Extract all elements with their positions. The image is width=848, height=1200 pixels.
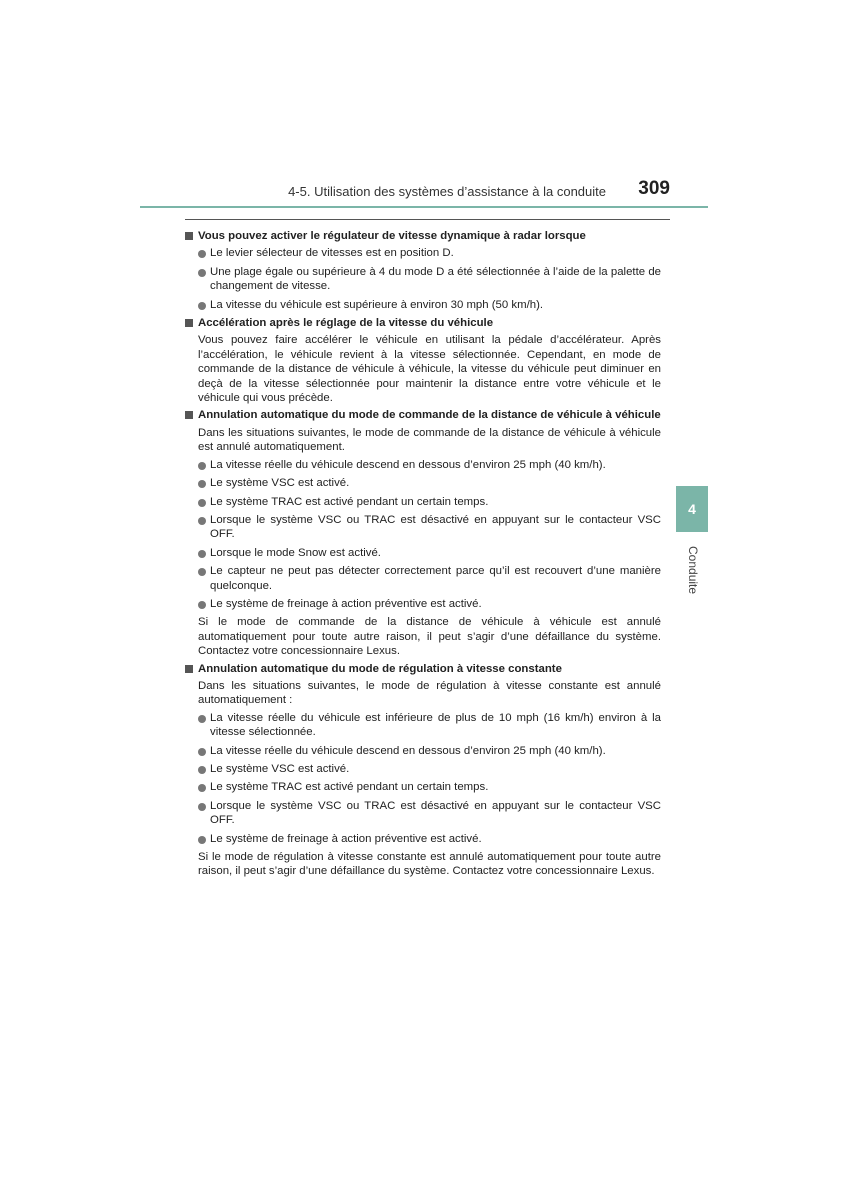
- round-bullet-icon: [198, 462, 206, 470]
- square-bullet-icon: [185, 319, 193, 327]
- section-title-text: Annulation automatique du mode de commande de la distance de véhicule à véhicule: [198, 409, 661, 422]
- page-content: [185, 226, 661, 882]
- content-divider: [185, 219, 670, 220]
- list-item-text: Lorsque le mode Snow est activé.: [210, 546, 381, 559]
- list-item: [185, 711, 661, 740]
- section-note: Si le mode de régulation à vitesse constante est annulé automatiquement pour toute autre raison, il peut s’agir d’une défaillance du système. Contactez votre concessionnaire Lexus.: [198, 851, 661, 878]
- list-item: [185, 597, 661, 611]
- chapter-tab-label: Conduite: [686, 546, 700, 595]
- list-item: [185, 564, 661, 593]
- round-bullet-icon: [198, 269, 206, 277]
- list-item: [185, 780, 661, 794]
- list-item: [185, 495, 661, 509]
- list-item-text: Le système VSC est activé.: [210, 763, 350, 775]
- list-item-text: Une plage égale ou supérieure à 4 du mode D a été sélectionnée à l’aide de la palette de changement de vitesse.: [210, 265, 661, 293]
- section-title-text: Vous pouvez activer le régulateur de vitesse dynamique à radar lorsque: [198, 230, 586, 242]
- chapter-title: 4-5. Utilisation des systèmes d’assistance à la conduite: [288, 184, 606, 199]
- list-item-text: La vitesse réelle du véhicule est inférieure de plus de 10 mph (16 km/h) environ à la vitesse sélectionnée.: [210, 711, 661, 739]
- round-bullet-icon: [198, 480, 206, 488]
- section-title: [185, 229, 661, 243]
- page-number: 309: [638, 178, 670, 199]
- list-item-text: Le système TRAC est activé pendant un certain temps.: [210, 781, 489, 794]
- round-bullet-icon: [198, 601, 206, 609]
- list-item: [185, 246, 661, 260]
- list-item-text: La vitesse réelle du véhicule descend en dessous d’environ 25 mph (40 km/h).: [210, 458, 606, 471]
- round-bullet-icon: [198, 499, 206, 507]
- square-bullet-icon: [185, 665, 193, 673]
- section-intro: Dans les situations suivantes, le mode de régulation à vitesse constante est annulé automatiquement :: [198, 679, 661, 707]
- square-bullet-icon: [185, 411, 193, 419]
- page-header: [140, 178, 708, 204]
- chapter-tab: 4: [676, 486, 708, 532]
- list-item: [185, 298, 661, 312]
- list-item: [185, 799, 661, 828]
- round-bullet-icon: [198, 568, 206, 576]
- list-item: [185, 744, 661, 758]
- round-bullet-icon: [198, 836, 206, 844]
- list-item-text: Le système VSC est activé.: [210, 477, 350, 490]
- section-title-text: Annulation automatique du mode de régulation à vitesse constante: [198, 662, 562, 675]
- round-bullet-icon: [198, 550, 206, 558]
- list-item-text: Lorsque le système VSC ou TRAC est désactivé en appuyant sur le contacteur VSC OFF.: [210, 799, 661, 827]
- list-item-text: La vitesse du véhicule est supérieure à environ 30 mph (50 km/h).: [210, 298, 544, 311]
- list-item-text: La vitesse réelle du véhicule descend en dessous d’environ 25 mph (40 km/h).: [210, 744, 606, 757]
- list-item: [185, 546, 661, 560]
- square-bullet-icon: [185, 232, 193, 240]
- round-bullet-icon: [198, 766, 206, 774]
- section-title: [185, 662, 661, 676]
- section-intro: Vous pouvez faire accélérer le véhicule en utilisant la pédale d’accélérateur. Après l’accélération, le véhicule revient à la vitesse sélectionnée. Cependant, en mode de commande de la distance de véhicule à véhicule, la vitesse du véhicule peut diminuer en deçà de la vitesse sélectionnée pour maintenir la distance entre votre véhicule et le véhicule qui vous précède.: [198, 334, 661, 405]
- list-item-text: Le système de freinage à action préventive est activé.: [210, 832, 482, 845]
- list-item: [185, 476, 661, 490]
- round-bullet-icon: [198, 517, 206, 525]
- section-intro: Dans les situations suivantes, le mode de commande de la distance de véhicule à véhicule est annulé automatiquement.: [198, 426, 661, 454]
- round-bullet-icon: [198, 748, 206, 756]
- round-bullet-icon: [198, 250, 206, 258]
- list-item-text: Le capteur ne peut pas détecter correctement parce qu’il est recouvert d’une manière quelconque.: [210, 565, 661, 592]
- list-item: [185, 513, 661, 542]
- round-bullet-icon: [198, 302, 206, 310]
- list-item-text: Le levier sélecteur de vitesses est en position D.: [210, 247, 454, 260]
- section-title: [185, 316, 661, 330]
- list-item-text: Le système TRAC est activé pendant un certain temps.: [210, 495, 489, 508]
- list-item-text: Lorsque le système VSC ou TRAC est désactivé en appuyant sur le contacteur VSC OFF.: [210, 513, 661, 541]
- round-bullet-icon: [198, 803, 206, 811]
- header-divider: [140, 206, 708, 208]
- section-title-text: Accélération après le réglage de la vitesse du véhicule: [198, 317, 494, 330]
- list-item: [185, 265, 661, 294]
- round-bullet-icon: [198, 784, 206, 792]
- round-bullet-icon: [198, 715, 206, 723]
- list-item-text: Le système de freinage à action préventive est activé.: [210, 597, 482, 610]
- list-item: [185, 458, 661, 472]
- list-item: [185, 762, 661, 776]
- section-note: Si le mode de commande de la distance de véhicule à véhicule est annulé automatiquement pour toute autre raison, il peut s’agir d’une défaillance du système. Contactez votre concessionnaire Lexus.: [198, 616, 661, 658]
- section-title: [185, 408, 661, 422]
- list-item: [185, 832, 661, 846]
